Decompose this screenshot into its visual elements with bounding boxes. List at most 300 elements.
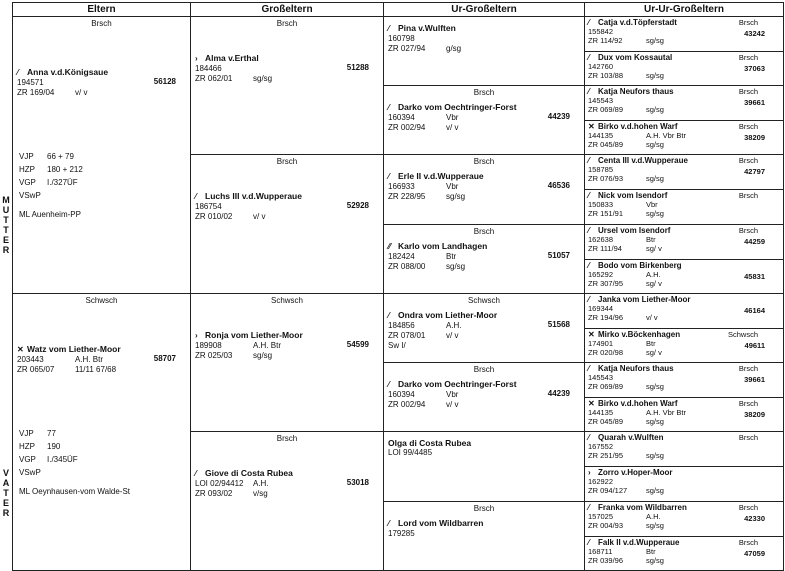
stud-number: 52928: [346, 201, 369, 211]
hd-mark: ⁄: [388, 103, 390, 112]
reg-number: 162638: [588, 234, 614, 244]
great-grandparent-cell: [384, 432, 585, 501]
dog-entry: [585, 190, 783, 219]
dog-entry: [585, 260, 783, 289]
zr-number: ZR 076/93: [588, 174, 624, 184]
dog-name[interactable]: [588, 295, 780, 304]
dog-name-text: Dux vom Kossautal: [598, 52, 673, 62]
dog-name-text: Centa III v.d.Wupperaue: [598, 156, 688, 166]
zr-rating: v/ v: [646, 313, 658, 322]
reg-number: 189908: [195, 341, 222, 350]
dog-entry: [384, 502, 584, 541]
great-grandparent-cell: [384, 501, 585, 570]
dog-name-text: Franka vom Wildbarren: [598, 502, 687, 512]
dog-name-text: Ondra vom Liether-Moor: [398, 310, 498, 320]
dog-entry: [585, 329, 783, 358]
dog-entry: [585, 155, 783, 184]
coat-color: Brsch: [738, 121, 758, 131]
stud-number: 56128: [153, 77, 176, 86]
great-great-grandparent-cell: [585, 155, 784, 190]
zr-row: [195, 351, 379, 361]
reg-number: 174901: [588, 338, 614, 348]
zr-number: ZR 010/02: [195, 212, 233, 222]
dog-name-text: Falk II v.d.Wupperaue: [598, 537, 680, 547]
dog-name-text: Alma v.Erthal: [205, 53, 259, 63]
pedigree-row: [13, 294, 784, 329]
coat-color: Brsch: [738, 398, 758, 408]
zr-rating: v/ v: [446, 123, 459, 132]
coat-color: Brsch: [738, 18, 758, 27]
header-eltern: Eltern: [13, 3, 191, 17]
reg-detail: A.H. Vbr Btr: [646, 130, 687, 140]
zr-row: [588, 209, 780, 218]
zr-rating: sg/sg: [646, 486, 664, 496]
great-great-grandparent-cell: [585, 17, 784, 52]
dog-name-text: Janka vom Liether-Moor: [598, 295, 691, 304]
dog-name-text: Pina v.Wulften: [398, 23, 456, 33]
zr-row: [388, 44, 580, 54]
great-great-grandparent-cell: [585, 86, 784, 121]
reg-number: 194571: [17, 78, 44, 87]
test-value: 66 + 79: [47, 152, 74, 161]
hd-mark: ✕: [588, 121, 595, 131]
great-grandparent-cell: [384, 17, 585, 86]
test-line: [19, 440, 186, 453]
great-great-grandparent-cell: [585, 190, 784, 225]
dog-entry: [585, 52, 783, 81]
zr-row: [17, 88, 186, 98]
hd-mark: ⁄⁄: [388, 241, 391, 251]
hd-mark: ⁄: [588, 364, 590, 373]
stud-number: 54599: [346, 340, 369, 349]
zr-row: [195, 74, 379, 84]
coat-color: Brsch: [473, 365, 495, 374]
coat-color: Brsch: [738, 87, 758, 96]
parent-cell: [13, 294, 191, 571]
test-line: [19, 453, 186, 466]
reg-number: 168711: [588, 546, 613, 556]
hd-mark: ›: [588, 468, 591, 478]
great-grandparent-cell: [384, 294, 585, 363]
dog-entry: [384, 432, 584, 460]
mutter-letter: U: [2, 205, 10, 215]
zr-rating: v/ v: [446, 331, 459, 340]
coat-color: Brsch: [738, 537, 758, 547]
dog-entry: [585, 502, 783, 531]
hd-mark: ⁄: [388, 518, 390, 528]
dog-entry: [585, 294, 783, 323]
coat-color: Brsch: [91, 19, 112, 28]
great-grandparent-cell: [384, 86, 585, 155]
dog-name[interactable]: [588, 468, 780, 477]
reg-detail: Btr: [646, 338, 656, 348]
zr-rating: sg/sg: [646, 382, 664, 391]
test-label: HZP: [19, 442, 35, 451]
mutter-letter: T: [3, 215, 9, 225]
grandparent-cell: [191, 155, 384, 294]
test-results: [17, 150, 186, 221]
hd-mark: ✕: [588, 398, 595, 408]
hd-mark: ⁄: [588, 433, 590, 443]
stud-number: 46164: [744, 306, 765, 315]
reg-detail: A.H.: [646, 511, 661, 521]
dog-name-text: Luchs III v.d.Wupperaue: [205, 191, 302, 202]
reg-number: 179285: [388, 528, 415, 538]
dog-name-text: Birko v.d.hohen Warf: [598, 121, 678, 131]
hd-mark: ⁄: [195, 192, 197, 202]
test-label: VSwP: [19, 191, 41, 200]
dog-entry: [384, 225, 584, 274]
dog-name-text: Zorro v.Hoper-Moor: [598, 468, 673, 478]
reg-detail: Vbr: [446, 113, 459, 122]
coat-color: Schwsch: [467, 296, 500, 305]
dog-entry: [585, 225, 783, 254]
reg-detail: A.H.: [446, 321, 462, 330]
great-great-grandparent-cell: [585, 328, 784, 363]
hd-mark: ⁄: [195, 469, 197, 479]
great-great-grandparent-cell: [585, 397, 784, 432]
coat-color: Schwsch: [85, 296, 118, 305]
test-label: HZP: [19, 165, 35, 174]
stud-number: 37063: [744, 63, 765, 73]
reg-detail: A.H. Btr: [75, 355, 104, 364]
great-great-grandparent-cell: [585, 224, 784, 259]
zr-number: ZR 069/89: [588, 382, 624, 391]
dog-name[interactable]: [588, 261, 780, 270]
side-label-mutter: [0, 195, 12, 255]
test-label: VJP: [19, 152, 34, 161]
stud-number: 44259: [744, 236, 765, 246]
reg-detail: Vbr: [646, 200, 658, 210]
reg-detail: A.H. Vbr Btr: [646, 407, 687, 417]
dog-name-text: Karlo vom Landhagen: [398, 240, 488, 251]
dog-name-text: Quarah v.Wulften: [598, 433, 664, 443]
zr-row: [388, 400, 580, 410]
hd-mark: ✕: [588, 329, 595, 339]
reg-row: [388, 448, 580, 458]
test-value: 180 + 212: [47, 165, 83, 174]
reg-row: [388, 34, 580, 44]
stud-number: 38209: [744, 132, 765, 142]
reg-number: 145543: [588, 96, 614, 105]
zr-row: [588, 451, 780, 460]
stud-number: 42797: [744, 167, 765, 177]
zr-rating: v/ v: [253, 212, 266, 222]
zr-number: ZR 004/93: [588, 520, 624, 530]
zr-rating: v/ v: [446, 400, 459, 409]
great-great-grandparent-cell: [585, 467, 784, 502]
grandparent-cell: [191, 432, 384, 571]
hd-mark: ⁄: [388, 311, 390, 320]
reg-detail: Vbr: [446, 390, 459, 399]
test-value: 190: [47, 442, 61, 451]
test-label: VGP: [19, 178, 36, 187]
zr-number: ZR 103/88: [588, 70, 624, 80]
test-label: VSwP: [19, 468, 41, 477]
dog-entry: [191, 294, 383, 363]
reg-number: 184856: [388, 321, 415, 330]
test-label: VJP: [19, 429, 34, 438]
reg-number: 165292: [588, 269, 614, 279]
zr-number: ZR 027/94: [388, 44, 426, 53]
dog-name-text: Katja Neufors thaus: [598, 87, 674, 96]
zr-rating: sg/sg: [646, 520, 664, 530]
dog-entry: [191, 432, 383, 501]
dog-name-text: Darko vom Oechtringer-Forst: [398, 379, 517, 389]
zr-rating: v/ v: [75, 88, 88, 97]
stud-number: 58707: [153, 354, 176, 363]
dog-entry: [384, 363, 584, 412]
test-value: I./327ÜF: [47, 178, 78, 187]
dog-entry: [585, 17, 783, 46]
stud-number: 47059: [744, 548, 765, 558]
great-great-grandparent-cell: [585, 536, 784, 571]
stud-number: 38209: [744, 409, 765, 419]
zr-number: ZR 039/96: [588, 555, 624, 565]
zr-number: ZR 020/98: [588, 347, 624, 357]
hd-mark: ⁄: [588, 52, 590, 62]
coat-color: Brsch: [738, 433, 758, 443]
great-great-grandparent-cell: [585, 120, 784, 155]
zr-number: ZR 114/92: [588, 36, 623, 45]
stud-number: 51057: [547, 250, 570, 260]
dog-name-text: Lord vom Wildbarren: [398, 517, 484, 528]
great-great-grandparent-cell: [585, 259, 784, 294]
zr-rating: sg/sg: [253, 74, 273, 83]
header-row: [13, 3, 784, 17]
test-label: VGP: [19, 455, 36, 464]
zr-row: [388, 123, 580, 133]
coat-color: Brsch: [473, 226, 495, 236]
reg-number: 169344: [588, 304, 614, 313]
hd-mark: ›: [195, 54, 198, 63]
zr-rating: sg/sg: [646, 555, 664, 565]
zr-number: ZR 228/95: [388, 192, 426, 202]
zr-rating: sg/sg: [646, 105, 664, 114]
zr-rating: sg/sg: [646, 209, 664, 219]
ml-line: ML Oeynhausen-vom Walde-St: [19, 487, 131, 496]
dog-name[interactable]: [388, 438, 580, 448]
reg-detail: A.H. Btr: [253, 341, 282, 350]
zr-rating: sg/sg: [646, 174, 664, 184]
hd-mark: ⁄: [588, 156, 590, 166]
zr-number: ZR 065/07: [17, 365, 55, 374]
dog-entry: [13, 17, 190, 293]
coat-color: Brsch: [738, 502, 758, 512]
dog-name-text: Anna v.d.Königsaue: [27, 67, 109, 77]
grandparent-cell: [191, 294, 384, 432]
dog-name-text: Ronja vom Liether-Moor: [205, 330, 303, 340]
zr-rating: sg/ v: [646, 243, 662, 253]
test-value: 77: [47, 429, 56, 438]
zr-number: ZR 069/89: [588, 105, 624, 114]
dog-entry: [384, 17, 584, 56]
hd-mark: ⁄: [388, 172, 390, 182]
zr-number: ZR 093/02: [195, 489, 233, 499]
dog-name-text: Nick vom Isendorf: [598, 191, 668, 201]
coat-color: Brsch: [738, 225, 758, 235]
dog-entry: [585, 363, 783, 392]
zr-row: [195, 212, 379, 222]
stud-number: 49611: [744, 340, 765, 350]
vater-letter: V: [2, 468, 9, 478]
stud-number: 44239: [547, 112, 570, 121]
zr-number: ZR 025/03: [195, 351, 233, 360]
stud-number: 43242: [744, 29, 765, 38]
reg-number: 203443: [17, 355, 44, 364]
zr-row: [17, 365, 186, 375]
zr-rating: sg/sg: [646, 416, 664, 426]
coat-color: Brsch: [738, 191, 758, 201]
dog-name[interactable]: [388, 23, 580, 34]
coat-color: Brsch: [473, 157, 495, 167]
reg-number: 160394: [388, 390, 415, 399]
dog-entry: [585, 121, 783, 150]
reg-number: 150833: [588, 200, 614, 210]
reg-number: 166933: [388, 182, 415, 192]
great-grandparent-cell: [384, 155, 585, 224]
great-great-grandparent-cell: [585, 294, 784, 329]
test-line: [19, 163, 186, 176]
test-results: [17, 427, 186, 498]
coat-color: Brsch: [738, 156, 758, 166]
mutter-letter: E: [2, 235, 9, 245]
dog-name-text: Watz vom Liether-Moor: [27, 344, 121, 354]
great-great-grandparent-cell: [585, 501, 784, 536]
zr-number: ZR 307/95: [588, 278, 624, 288]
hd-mark: ⁄: [588, 295, 590, 304]
zr-row: [388, 262, 580, 272]
zr-number: ZR 194/96: [588, 313, 624, 322]
hd-mark: ⁄: [588, 18, 590, 27]
hd-mark: ⁄: [388, 24, 390, 33]
zr-rating: sg/sg: [646, 70, 664, 80]
coat-color: Schwsch: [270, 296, 303, 305]
reg-detail: Vbr: [446, 182, 459, 192]
zr-number: ZR 078/01: [388, 331, 426, 340]
reg-number: 160798: [388, 34, 415, 43]
extra-note: Sw I/: [388, 341, 406, 350]
coat-color: Brsch: [473, 503, 495, 513]
hd-mark: ⁄: [588, 502, 590, 512]
zr-rating: sg/sg: [446, 261, 466, 271]
mutter-letter: T: [3, 225, 9, 235]
great-great-grandparent-cell: [585, 432, 784, 467]
dog-entry: [585, 432, 783, 461]
stud-number: 45831: [744, 271, 765, 281]
reg-row: [588, 477, 780, 486]
zr-rating: sg/sg: [646, 451, 664, 461]
vater-letter: R: [2, 508, 10, 518]
dog-name-text: Catja v.d.Töpferstadt: [598, 18, 677, 27]
reg-number: 157025: [588, 511, 614, 521]
zr-number: ZR 094/127: [588, 486, 628, 496]
dog-entry: [384, 155, 584, 204]
dog-name-text: Katja Neufors thaus: [598, 364, 674, 373]
reg-detail: A.H.: [253, 479, 269, 489]
dog-name[interactable]: [388, 518, 580, 529]
stud-number: 42330: [744, 513, 765, 523]
dog-entry: [585, 537, 783, 566]
zr-rating: sg/sg: [446, 192, 466, 202]
great-grandparent-cell: [384, 363, 585, 432]
great-great-grandparent-cell: [585, 51, 784, 86]
reg-number: LOI 99/4485: [388, 448, 433, 458]
reg-number: 144135: [588, 407, 614, 417]
header-ur-grosseltern: Ur-Großeltern: [384, 3, 585, 17]
vater-letter: E: [2, 498, 9, 508]
great-great-grandparent-cell: [585, 363, 784, 398]
reg-number: LOI 02/94412: [195, 479, 244, 489]
vater-letter: A: [2, 478, 10, 488]
zr-number: ZR 002/94: [388, 123, 426, 132]
dog-entry: [384, 294, 584, 353]
hd-mark: ⁄: [588, 225, 590, 235]
reg-row: [588, 442, 780, 451]
reg-number: 160394: [388, 113, 415, 122]
coat-color: Schwsch: [727, 329, 758, 339]
hd-mark: ⁄: [588, 191, 590, 201]
parent-cell: [13, 17, 191, 294]
zr-rating: sg/sg: [646, 139, 664, 149]
dog-name-text: Giove di Costa Rubea: [205, 468, 293, 479]
side-label-vater: [0, 468, 12, 518]
hd-mark: ⁄: [17, 68, 19, 77]
pedigree-row: [13, 17, 784, 52]
coat-color: Brsch: [276, 19, 298, 28]
reg-number: 142760: [588, 61, 614, 71]
vater-letter: T: [3, 488, 9, 498]
reg-row: [588, 200, 780, 209]
reg-row: [388, 529, 580, 539]
dog-entry: [585, 86, 783, 115]
hd-mark: ✕: [17, 345, 24, 354]
stud-number: 53018: [346, 478, 369, 488]
reg-number: 145543: [588, 373, 614, 382]
mutter-letter: M: [2, 195, 10, 205]
hd-mark: ⁄: [588, 260, 590, 270]
reg-number: 162922: [588, 477, 614, 487]
stud-number: 51568: [547, 320, 570, 329]
test-line: [19, 189, 186, 202]
test-line: [19, 150, 186, 163]
zr-rating: sg/ v: [646, 278, 662, 288]
dog-name-text: Darko vom Oechtringer-Forst: [398, 102, 517, 112]
pedigree-table: [12, 2, 784, 571]
dog-entry: [585, 398, 783, 427]
zr-row: [388, 192, 580, 202]
dog-name-text: Mirko v.Böckenhagen: [598, 329, 681, 339]
hd-mark: ⁄: [588, 87, 590, 96]
mutter-letter: R: [2, 245, 10, 255]
zr-rating: sg/sg: [646, 36, 664, 45]
zr-rating: g/sg: [446, 44, 462, 53]
stud-number: 39661: [744, 375, 765, 384]
zr-row: [588, 486, 780, 495]
reg-number: 184466: [195, 64, 222, 73]
reg-detail: Btr: [446, 251, 457, 261]
zr-rating: v/sg: [253, 489, 268, 499]
zr-row: [388, 331, 580, 341]
dog-entry: [191, 17, 383, 86]
dog-name-text: Bodo vom Birkenberg: [598, 260, 682, 270]
dog-name-text: Birko v.d.hohen Warf: [598, 398, 678, 408]
hd-mark: ›: [195, 331, 198, 340]
stud-number: 39661: [744, 98, 765, 107]
hd-mark: ⁄: [588, 537, 590, 547]
ml-line: ML Auenheim-PP: [19, 210, 81, 219]
zr-number: ZR 002/94: [388, 400, 426, 409]
